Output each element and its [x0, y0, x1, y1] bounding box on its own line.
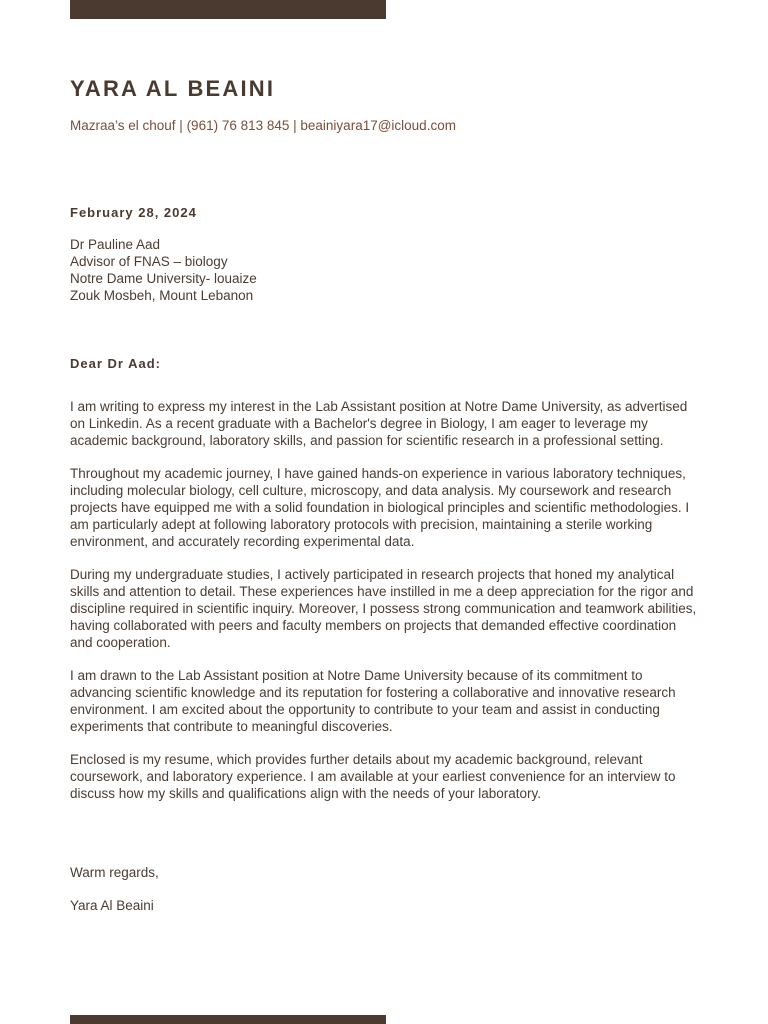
recipient-line: Advisor of FNAS – biology [70, 254, 228, 269]
letter-date: February 28, 2024 [70, 205, 197, 220]
recipient-line: Zouk Mosbeh, Mount Lebanon [70, 288, 254, 303]
body-paragraph: Enclosed is my resume, which provides further details about my academic background, relevant coursework, and laboratory experience. I am available at your earliest convenience for an interview to discuss how my skills and qualifications align with the needs of your laboratory. [70, 752, 676, 801]
salutation: Dear Dr Aad: [70, 356, 161, 371]
bottom-accent-bar [70, 1015, 386, 1024]
body-paragraph: During my undergraduate studies, I actively participated in research projects that honed my analytical skills and attention to detail. These experiences have instilled in me a deep appreciation for the rigor and discipline required in scientific inquiry. Moreover, I possess strong communication and teamwork abilities, having collaborated with peers and faculty members on projects that demanded effective coordination and cooperation. [70, 567, 697, 650]
recipient-line: Notre Dame University- louaize [70, 271, 257, 286]
contact-line: Mazraa’s el chouf | (961) 76 813 845 | beainiyara17@icloud.com [70, 118, 456, 133]
recipient-address [70, 236, 257, 304]
recipient-line: Dr Pauline Aad [70, 237, 161, 252]
body-paragraph: I am drawn to the Lab Assistant position at Notre Dame University because of its commitment to advancing scientific knowledge and its reputation for fostering a collaborative and innovative research environment. I am excited about the opportunity to contribute to your team and assist in conducting experiments that contribute to meaningful discoveries. [70, 668, 676, 734]
letter-body [70, 398, 700, 818]
body-paragraph: Throughout my academic journey, I have gained hands-on experience in various laboratory techniques, including molecular biology, cell culture, microscopy, and data analysis. My coursework and research projects have equipped me with a solid foundation in biological principles and scientific methodologies. I am particularly adept at following laboratory protocols with precision, maintaining a sterile working environment, and accurately recording experimental data. [70, 466, 690, 549]
signature: Yara Al Beaini [70, 898, 154, 913]
closing: Warm regards, [70, 865, 159, 880]
applicant-name: YARA AL BEAINI [70, 76, 276, 101]
body-paragraph: I am writing to express my interest in the Lab Assistant position at Notre Dame University, as advertised on Linkedin. As a recent graduate with a Bachelor's degree in Biology, I am eager to leverage my academic background, laboratory skills, and passion for scientific research in a professional setting. [70, 399, 688, 448]
top-accent-bar [70, 0, 386, 19]
